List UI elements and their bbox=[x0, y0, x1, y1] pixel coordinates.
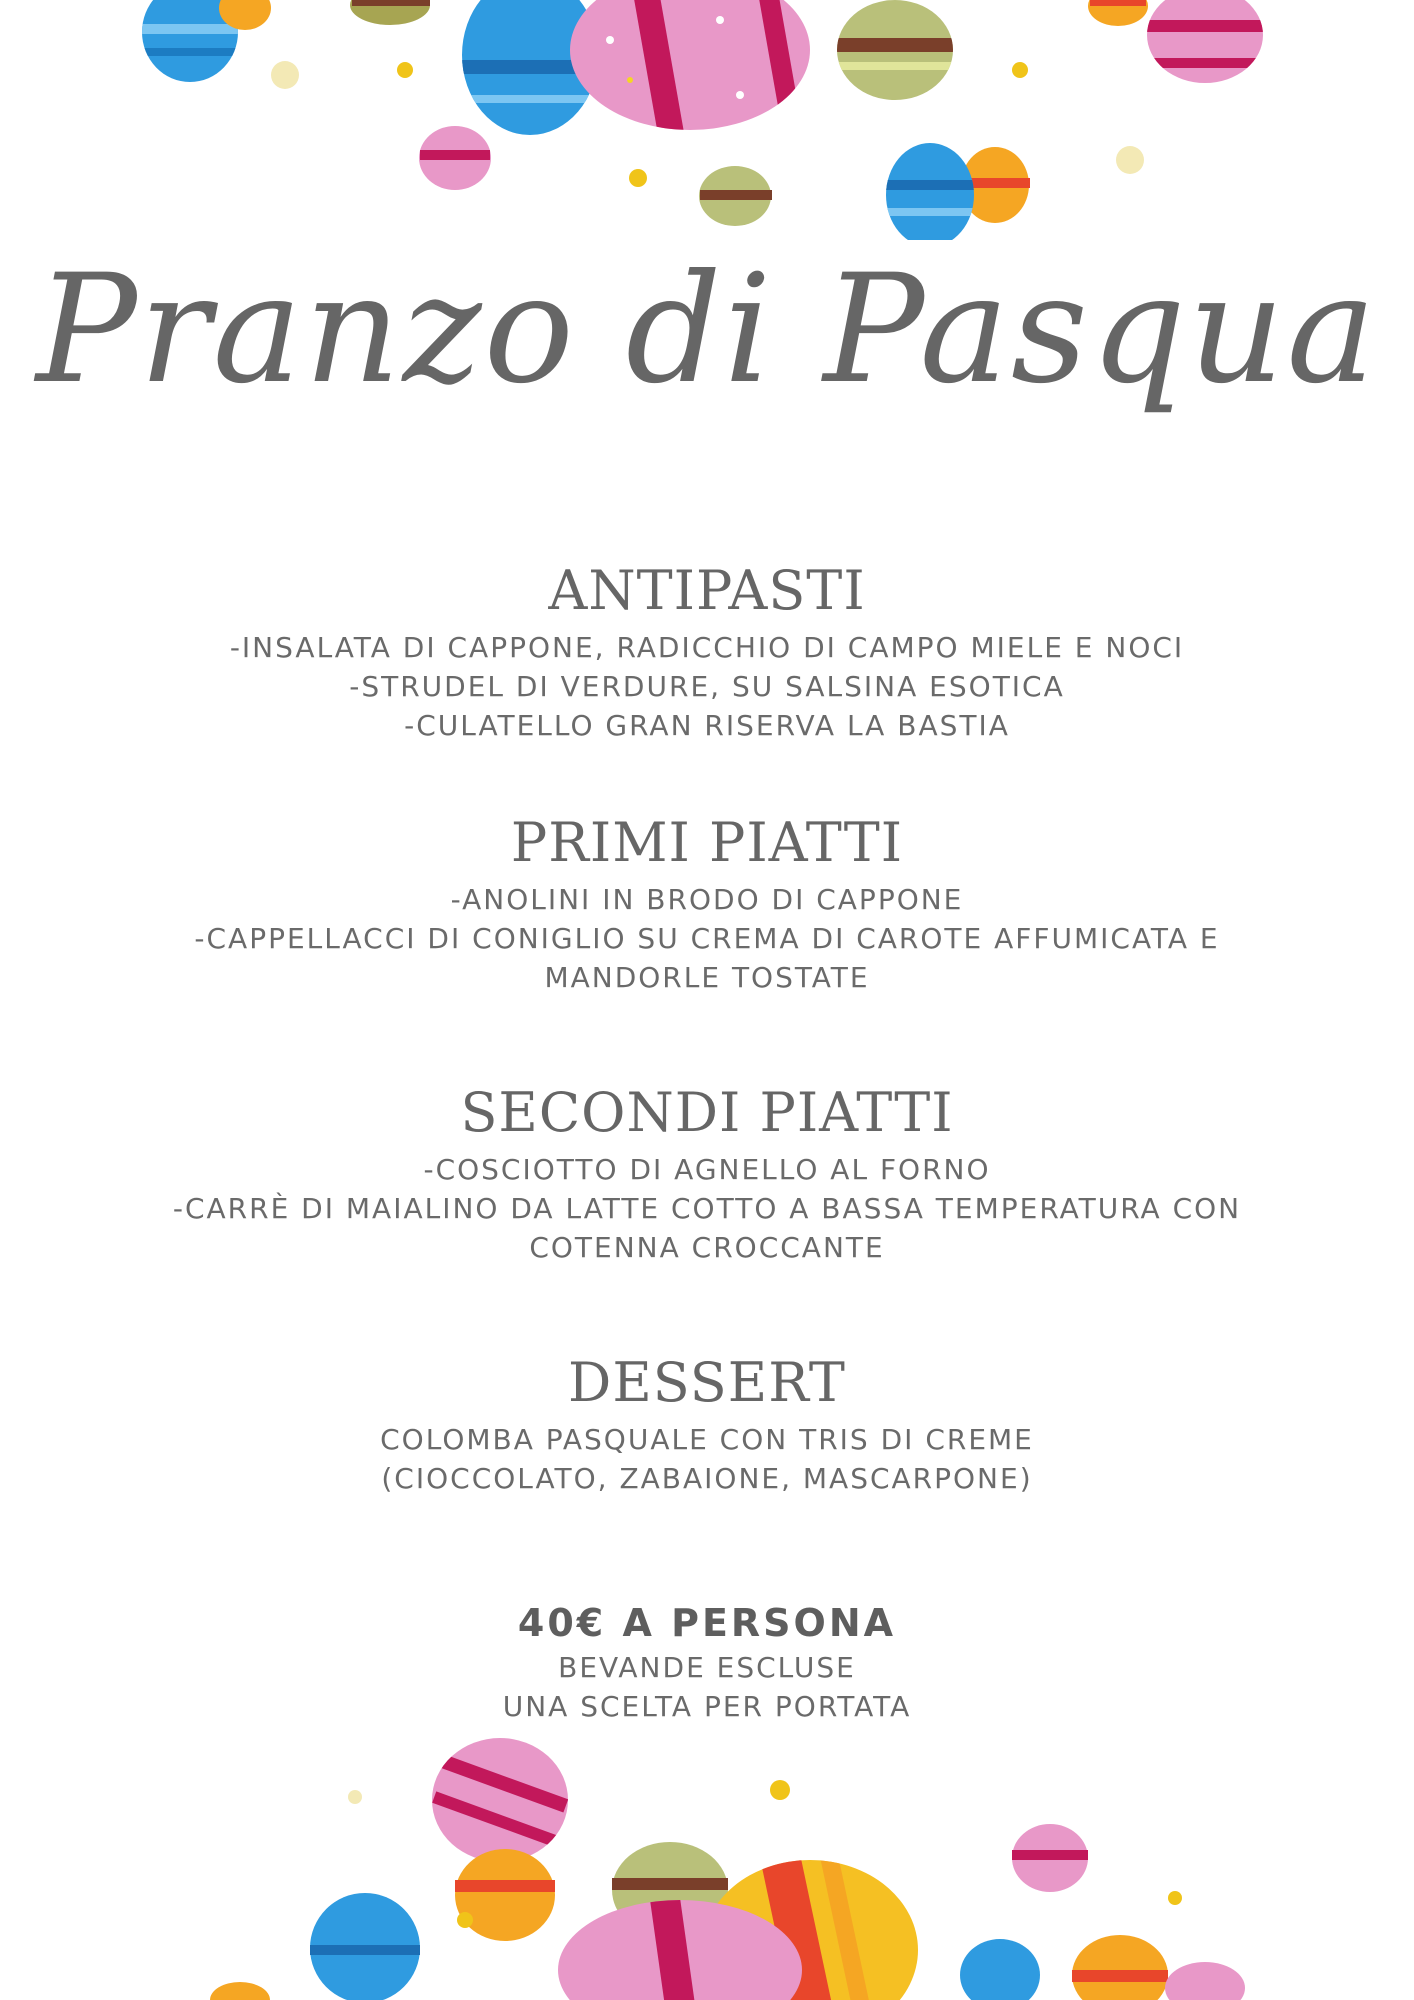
primi-item: -ANOLINI IN BRODO DI CAPPONE bbox=[450, 883, 964, 916]
price-note: BEVANDE ESCLUSE bbox=[558, 1651, 856, 1684]
antipasti-section bbox=[0, 558, 1414, 745]
easter-egg-icon bbox=[570, 0, 810, 161]
dessert-heading: DESSERT bbox=[568, 1351, 846, 1414]
easter-egg-icon bbox=[1165, 1962, 1245, 2000]
dessert-item: COLOMBA PASQUALE CON TRIS DI CREME bbox=[380, 1423, 1034, 1456]
secondi-heading: SECONDI PIATTI bbox=[460, 1081, 954, 1144]
easter-egg-icon bbox=[1140, 0, 1270, 83]
secondi-item: -COSCIOTTO DI AGNELLO AL FORNO bbox=[423, 1153, 991, 1186]
easter-egg-icon bbox=[419, 126, 491, 190]
easter-egg-icon bbox=[1088, 0, 1148, 26]
easter-eggs-top-decoration bbox=[0, 0, 1414, 240]
easter-egg-icon bbox=[960, 1939, 1040, 2000]
easter-egg-icon bbox=[880, 143, 980, 240]
primi-item: MANDORLE TOSTATE bbox=[544, 961, 870, 994]
easter-egg-icon bbox=[350, 0, 430, 25]
daisy-icon bbox=[348, 1790, 362, 1804]
easter-eggs-bottom-decoration bbox=[0, 1720, 1414, 2000]
dessert-item: (CIOCCOLATO, ZABAIONE, MASCARPONE) bbox=[381, 1462, 1033, 1495]
menu-title: Pranzo di Pasqua bbox=[35, 243, 1378, 417]
daisy-icon bbox=[1012, 62, 1028, 78]
antipasti-item: -STRUDEL DI VERDURE, SU SALSINA ESOTICA bbox=[349, 670, 1065, 703]
easter-egg-icon bbox=[1012, 1824, 1088, 1892]
daisy-icon bbox=[457, 1912, 473, 1928]
daisy-icon bbox=[1168, 1891, 1182, 1905]
easter-egg-icon bbox=[455, 1849, 555, 1941]
secondi-section bbox=[0, 1080, 1414, 1267]
easter-egg-icon bbox=[1072, 1935, 1168, 2000]
primi-item: -CAPPELLACCI DI CONIGLIO SU CREMA DI CAROTE AFFUMICATA E bbox=[194, 922, 1220, 955]
easter-egg-icon bbox=[210, 1982, 270, 2000]
antipasti-item: -INSALATA DI CAPPONE, RADICCHIO DI CAMPO MIELE E NOCI bbox=[229, 631, 1185, 664]
primi-heading: PRIMI PIATTI bbox=[510, 811, 904, 874]
daisy-icon bbox=[271, 61, 299, 89]
secondi-item: -CARRÈ DI MAIALINO DA LATTE COTTO A BASSA TEMPERATURA CON bbox=[172, 1192, 1242, 1225]
easter-egg-icon bbox=[432, 1738, 568, 1862]
daisy-icon bbox=[397, 62, 413, 78]
price-per-person: 40€ A PERSONA bbox=[517, 1601, 897, 1645]
daisy-icon bbox=[770, 1780, 790, 1800]
easter-egg-icon bbox=[830, 0, 960, 100]
dessert-section bbox=[0, 1350, 1414, 1498]
daisy-icon bbox=[629, 169, 647, 187]
price-section bbox=[0, 1598, 1414, 1726]
easter-egg-icon bbox=[310, 1893, 420, 2000]
secondi-item: COTENNA CROCCANTE bbox=[529, 1231, 885, 1264]
price-note: UNA SCELTA PER PORTATA bbox=[502, 1690, 912, 1723]
antipasti-item: -CULATELLO GRAN RISERVA LA BASTIA bbox=[404, 709, 1010, 742]
antipasti-heading: ANTIPASTI bbox=[548, 559, 866, 622]
daisy-icon bbox=[1116, 146, 1144, 174]
primi-section bbox=[0, 810, 1414, 997]
easter-egg-icon bbox=[699, 166, 772, 226]
